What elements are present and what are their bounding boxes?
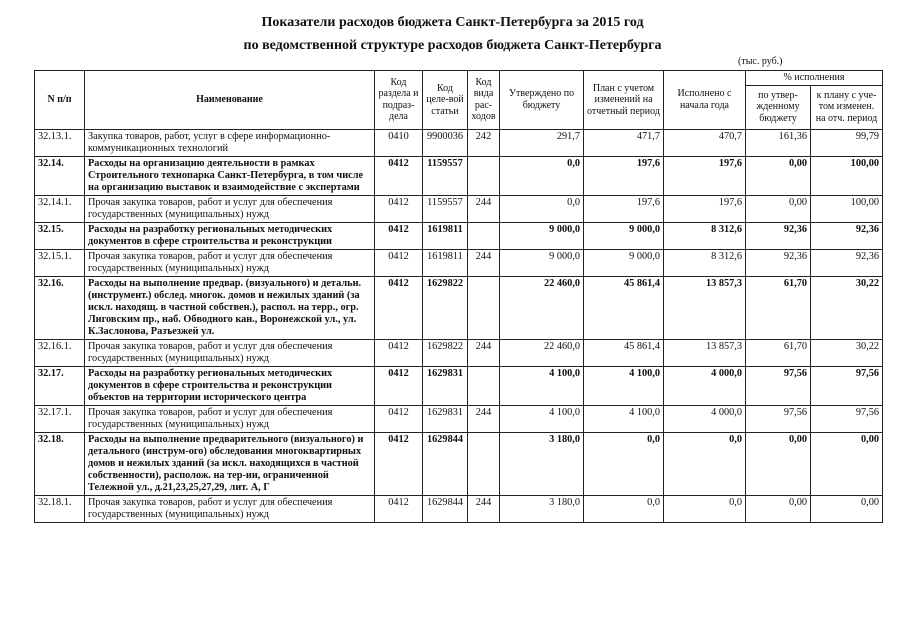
cell-num: 32.13.1. <box>35 129 85 156</box>
table-row <box>35 339 883 366</box>
cell-num: 32.14.1. <box>35 195 85 222</box>
cell-name: Расходы на разработку региональных методических документов в сфере строительства и реконструкции <box>85 222 375 249</box>
cell-vr <box>468 156 500 195</box>
units-label: (тыс. руб.) <box>738 56 783 67</box>
cell-pct-plan: 30,22 <box>811 339 883 366</box>
cell-csr: 1629822 <box>423 276 468 339</box>
cell-razdel: 0412 <box>375 339 423 366</box>
cell-vr: 244 <box>468 249 500 276</box>
cell-pct-plan: 0,00 <box>811 432 883 495</box>
cell-razdel: 0412 <box>375 222 423 249</box>
cell-vr <box>468 276 500 339</box>
cell-approved: 22 460,0 <box>500 276 584 339</box>
cell-razdel: 0412 <box>375 405 423 432</box>
table-row <box>35 156 883 195</box>
cell-name: Прочая закупка товаров, работ и услуг для обеспечения государственных (муниципальных) нужд <box>85 195 375 222</box>
cell-executed: 470,7 <box>664 129 746 156</box>
cell-approved: 3 180,0 <box>500 432 584 495</box>
cell-num: 32.15. <box>35 222 85 249</box>
cell-executed: 8 312,6 <box>664 249 746 276</box>
cell-vr: 244 <box>468 339 500 366</box>
cell-plan: 9 000,0 <box>584 249 664 276</box>
cell-name: Прочая закупка товаров, работ и услуг для обеспечения государственных (муниципальных) нужд <box>85 339 375 366</box>
cell-num: 32.16.1. <box>35 339 85 366</box>
header-num: N п/п <box>35 71 85 130</box>
cell-num: 32.15.1. <box>35 249 85 276</box>
cell-razdel: 0410 <box>375 129 423 156</box>
table-row <box>35 495 883 522</box>
cell-csr: 1619811 <box>423 249 468 276</box>
cell-approved: 4 100,0 <box>500 405 584 432</box>
table-row <box>35 276 883 339</box>
cell-vr <box>468 366 500 405</box>
header-approved: Утверждено по бюджету <box>500 71 584 130</box>
cell-executed: 197,6 <box>664 195 746 222</box>
cell-name: Расходы на выполнение предвар. (визуального) и детальн. (инструмент.) обслед. многок. домов и нежилых зданий (за искл. находящ. в частной собствен.), распол. на терр., огр. Лиговским пр., наб. Обводного кан., Воронежской ул., ул. К.Заслонова, Разъезжей ул. <box>85 276 375 339</box>
cell-csr: 1629844 <box>423 432 468 495</box>
cell-pct-approved: 97,56 <box>746 366 811 405</box>
cell-csr: 1629844 <box>423 495 468 522</box>
cell-plan: 0,0 <box>584 495 664 522</box>
table-row <box>35 405 883 432</box>
cell-vr <box>468 222 500 249</box>
cell-approved: 0,0 <box>500 156 584 195</box>
cell-plan: 4 100,0 <box>584 405 664 432</box>
cell-approved: 9 000,0 <box>500 249 584 276</box>
cell-csr: 1619811 <box>423 222 468 249</box>
cell-pct-approved: 0,00 <box>746 156 811 195</box>
cell-plan: 45 861,4 <box>584 339 664 366</box>
cell-csr: 1159557 <box>423 156 468 195</box>
cell-pct-plan: 97,56 <box>811 405 883 432</box>
table-row <box>35 129 883 156</box>
cell-num: 32.18.1. <box>35 495 85 522</box>
cell-csr: 9900036 <box>423 129 468 156</box>
cell-plan: 9 000,0 <box>584 222 664 249</box>
cell-num: 32.16. <box>35 276 85 339</box>
cell-approved: 3 180,0 <box>500 495 584 522</box>
cell-approved: 9 000,0 <box>500 222 584 249</box>
report-title-line1: Показатели расходов бюджета Санкт-Петербурга за 2015 год <box>261 15 644 30</box>
cell-pct-approved: 61,70 <box>746 276 811 339</box>
cell-vr: 244 <box>468 405 500 432</box>
cell-vr: 242 <box>468 129 500 156</box>
table-body <box>35 129 883 522</box>
cell-name: Закупка товаров, работ, услуг в сфере информационно-коммуникационных технологий <box>85 129 375 156</box>
table-row <box>35 366 883 405</box>
cell-executed: 13 857,3 <box>664 339 746 366</box>
cell-pct-approved: 92,36 <box>746 249 811 276</box>
header-csr: Код целе-вой статьи <box>423 71 468 130</box>
cell-executed: 197,6 <box>664 156 746 195</box>
cell-razdel: 0412 <box>375 156 423 195</box>
cell-approved: 0,0 <box>500 195 584 222</box>
cell-csr: 1629831 <box>423 366 468 405</box>
cell-pct-plan: 30,22 <box>811 276 883 339</box>
cell-pct-approved: 92,36 <box>746 222 811 249</box>
header-pct-approved: по утвер-жденному бюджету <box>746 85 811 129</box>
budget-table <box>34 70 883 523</box>
cell-razdel: 0412 <box>375 432 423 495</box>
cell-razdel: 0412 <box>375 276 423 339</box>
cell-name: Прочая закупка товаров, работ и услуг для обеспечения государственных (муниципальных) нужд <box>85 249 375 276</box>
cell-num: 32.18. <box>35 432 85 495</box>
cell-plan: 0,0 <box>584 432 664 495</box>
cell-pct-plan: 100,00 <box>811 195 883 222</box>
header-vr: Код вида рас-ходов <box>468 71 500 130</box>
header-pct-group: % исполнения <box>746 71 883 86</box>
cell-pct-approved: 0,00 <box>746 432 811 495</box>
cell-vr: 244 <box>468 195 500 222</box>
cell-executed: 0,0 <box>664 495 746 522</box>
cell-razdel: 0412 <box>375 366 423 405</box>
cell-executed: 4 000,0 <box>664 405 746 432</box>
cell-num: 32.14. <box>35 156 85 195</box>
cell-razdel: 0412 <box>375 195 423 222</box>
cell-num: 32.17. <box>35 366 85 405</box>
cell-pct-plan: 0,00 <box>811 495 883 522</box>
cell-razdel: 0412 <box>375 495 423 522</box>
cell-approved: 4 100,0 <box>500 366 584 405</box>
cell-plan: 197,6 <box>584 156 664 195</box>
cell-plan: 197,6 <box>584 195 664 222</box>
cell-approved: 291,7 <box>500 129 584 156</box>
cell-plan: 4 100,0 <box>584 366 664 405</box>
table-row <box>35 432 883 495</box>
cell-name: Расходы на разработку региональных методических документов в сфере строительства и реконструкции объектов на территории исторического центра <box>85 366 375 405</box>
cell-pct-approved: 97,56 <box>746 405 811 432</box>
cell-name: Расходы на выполнение предварительного (визуального) и детального (инструм-ого) обследования многоквартирных домов и нежилых зданий (за искл. находящихся в частной собственности), располож. на тер-ии, ограниченной Тележной ул., д.21,23,25,27,29, лит. А, Г <box>85 432 375 495</box>
header-razdel: Код раздела и подраз-дела <box>375 71 423 130</box>
cell-executed: 13 857,3 <box>664 276 746 339</box>
cell-plan: 471,7 <box>584 129 664 156</box>
cell-pct-approved: 0,00 <box>746 195 811 222</box>
cell-approved: 22 460,0 <box>500 339 584 366</box>
cell-executed: 8 312,6 <box>664 222 746 249</box>
cell-pct-plan: 99,79 <box>811 129 883 156</box>
cell-pct-approved: 61,70 <box>746 339 811 366</box>
report-title-line2: по ведомственной структуре расходов бюджета Санкт-Петербурга <box>243 38 662 53</box>
table-row <box>35 195 883 222</box>
cell-vr: 244 <box>468 495 500 522</box>
cell-razdel: 0412 <box>375 249 423 276</box>
header-name: Наименование <box>85 71 375 130</box>
cell-pct-plan: 100,00 <box>811 156 883 195</box>
header-plan: План с учетом изменений на отчетный период <box>584 71 664 130</box>
cell-csr: 1159557 <box>423 195 468 222</box>
cell-name: Прочая закупка товаров, работ и услуг для обеспечения государственных (муниципальных) нужд <box>85 405 375 432</box>
cell-executed: 0,0 <box>664 432 746 495</box>
header-pct-plan: к плану с уче-том изменен. на отч. период <box>811 85 883 129</box>
cell-name: Расходы на организацию деятельности в рамках Строительного технопарка Санкт-Петербурга, в том числе на организацию выставок и взаимодействие с экспертами <box>85 156 375 195</box>
cell-csr: 1629831 <box>423 405 468 432</box>
table-row <box>35 249 883 276</box>
cell-csr: 1629822 <box>423 339 468 366</box>
cell-name: Прочая закупка товаров, работ и услуг для обеспечения государственных (муниципальных) нужд <box>85 495 375 522</box>
cell-executed: 4 000,0 <box>664 366 746 405</box>
cell-pct-plan: 97,56 <box>811 366 883 405</box>
cell-plan: 45 861,4 <box>584 276 664 339</box>
header-executed: Исполнено с начала года <box>664 71 746 130</box>
cell-num: 32.17.1. <box>35 405 85 432</box>
cell-pct-plan: 92,36 <box>811 249 883 276</box>
cell-pct-approved: 161,36 <box>746 129 811 156</box>
cell-pct-plan: 92,36 <box>811 222 883 249</box>
cell-pct-approved: 0,00 <box>746 495 811 522</box>
cell-vr <box>468 432 500 495</box>
table-row <box>35 222 883 249</box>
